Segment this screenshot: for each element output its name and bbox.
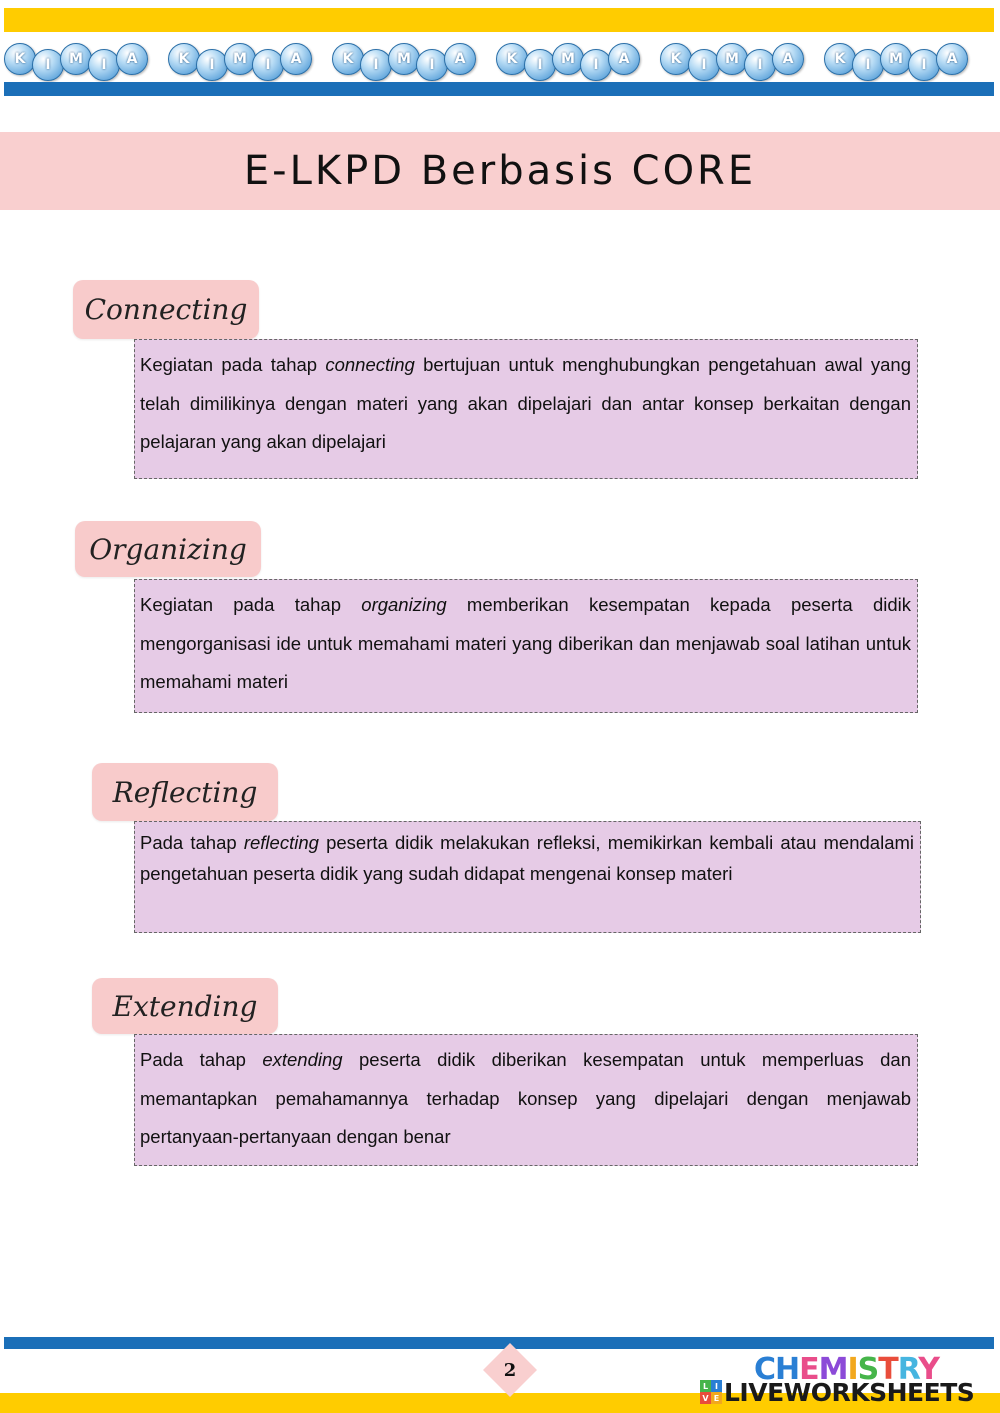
- kimia-bead-row: [8, 36, 994, 82]
- kimia-bead: M: [552, 43, 584, 75]
- kimia-bead: A: [772, 43, 804, 75]
- kimia-bead: M: [388, 43, 420, 75]
- page-title: E-LKPD Berbasis CORE: [243, 148, 757, 194]
- top-blue-bar: [4, 82, 994, 96]
- stage-label-text: Extending: [112, 989, 258, 1023]
- kimia-bead: I: [580, 49, 612, 81]
- kimia-bead-group: [172, 36, 324, 82]
- stage-box-extending: [134, 1034, 918, 1166]
- kimia-bead: M: [716, 43, 748, 75]
- logo-letter: I: [711, 1380, 722, 1392]
- logo-letter: E: [711, 1392, 722, 1404]
- liveworksheets-brand[interactable]: [700, 1352, 996, 1410]
- kimia-bead: I: [908, 49, 940, 81]
- kimia-bead: A: [444, 43, 476, 75]
- stage-description: Kegiatan pada tahap organizing memberikan kesempatan kepada peserta didik mengorganisasi ide untuk memahami materi yang diberikan dan menjawab soal latihan untuk memahami materi: [140, 594, 911, 692]
- kimia-bead-group: [8, 36, 160, 82]
- stage-label-text: Connecting: [84, 293, 248, 326]
- kimia-bead: I: [524, 49, 556, 81]
- kimia-bead-group: [828, 36, 980, 82]
- stage-description: Pada tahap extending peserta didik diberikan kesempatan untuk memperluas dan memantapkan pemahamannya terhadap konsep yang dipelajari dengan menjawab pertanyaan-pertanyaan dengan benar: [140, 1049, 911, 1147]
- kimia-bead: I: [744, 49, 776, 81]
- liveworksheets-word: LIVEWORKSHEETS: [724, 1378, 975, 1407]
- stage-description: Kegiatan pada tahap connecting bertujuan untuk menghubungkan pengetahuan awal yang telah dimilikinya dengan materi yang akan dipelajari dan antar konsep berkaitan dengan pelajaran yang akan dipelajari: [140, 354, 911, 452]
- kimia-bead: K: [660, 43, 692, 75]
- bead-border: [4, 32, 994, 82]
- stage-label-organizing: [75, 521, 261, 577]
- kimia-bead-group: [336, 36, 488, 82]
- logo-letter: L: [700, 1380, 711, 1392]
- kimia-bead: M: [880, 43, 912, 75]
- kimia-bead: I: [88, 49, 120, 81]
- kimia-bead: I: [32, 49, 64, 81]
- kimia-bead: I: [416, 49, 448, 81]
- kimia-bead: K: [4, 43, 36, 75]
- kimia-bead-group: [500, 36, 652, 82]
- top-yellow-bar: [4, 8, 994, 32]
- kimia-bead: A: [280, 43, 312, 75]
- kimia-bead: M: [60, 43, 92, 75]
- stage-label-text: Organizing: [89, 532, 247, 566]
- kimia-bead: K: [496, 43, 528, 75]
- kimia-bead: I: [360, 49, 392, 81]
- logo-letter: V: [700, 1392, 711, 1404]
- kimia-bead: I: [252, 49, 284, 81]
- stage-box-connecting: [134, 339, 918, 479]
- title-band: [0, 132, 1000, 210]
- kimia-bead: A: [116, 43, 148, 75]
- stage-label-reflecting: [92, 763, 278, 821]
- kimia-bead: I: [688, 49, 720, 81]
- kimia-bead: M: [224, 43, 256, 75]
- kimia-bead: I: [196, 49, 228, 81]
- stage-label-extending: [92, 978, 278, 1034]
- stage-box-organizing: [134, 579, 918, 713]
- stage-description: Pada tahap reflecting peserta didik melakukan refleksi, memikirkan kembali atau mendalami pengetahuan peserta didik yang sudah didapat mengenai konsep materi: [140, 832, 915, 884]
- kimia-bead: K: [824, 43, 856, 75]
- liveworksheets-logo-icon: [700, 1380, 722, 1404]
- kimia-bead: K: [168, 43, 200, 75]
- stage-box-reflecting: [134, 821, 921, 933]
- chemistry-logo-word: CHEMISTRY: [754, 1352, 939, 1387]
- kimia-bead-group: [664, 36, 816, 82]
- page-number: 2: [503, 1360, 517, 1381]
- kimia-bead: A: [936, 43, 968, 75]
- page-number-badge: [483, 1343, 537, 1397]
- stage-label-text: Reflecting: [112, 775, 258, 809]
- stage-label-connecting: [73, 280, 259, 339]
- kimia-bead: A: [608, 43, 640, 75]
- kimia-bead: K: [332, 43, 364, 75]
- kimia-bead: I: [852, 49, 884, 81]
